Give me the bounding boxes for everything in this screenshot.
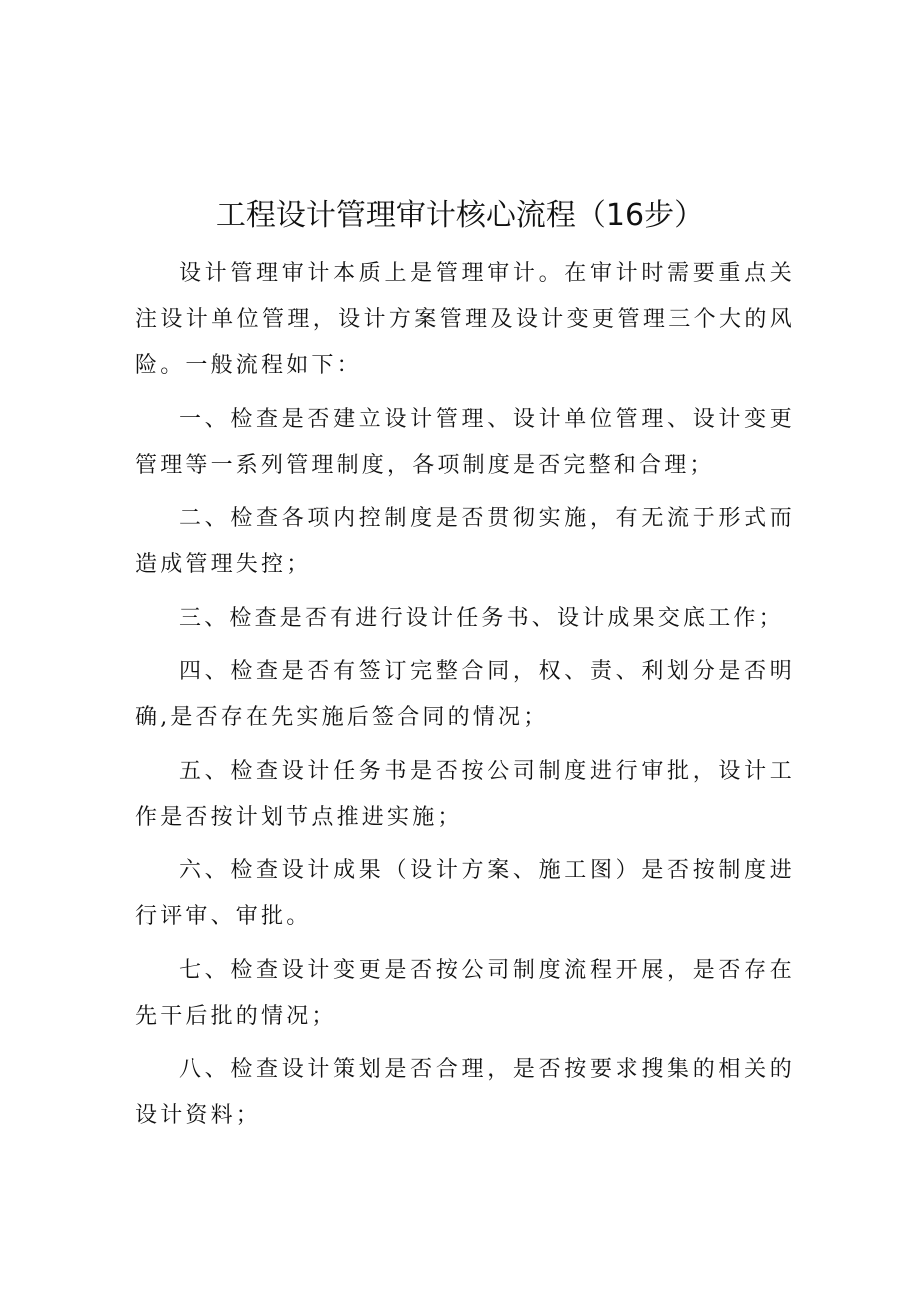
- step-paragraph-2: 二、检查各项内控制度是否贯彻实施，有无流于形式而造成管理失控；: [135, 506, 795, 577]
- step-paragraph-8: 八、检查设计策划是否合理，是否按要求搜集的相关的设计资料；: [135, 1057, 795, 1128]
- step-paragraph-4: 四、检查是否有签订完整合同，权、责、利划分是否明确,是否存在先实施后签合同的情况；: [135, 659, 795, 730]
- step-paragraph-3: 三、检查是否有进行设计任务书、设计成果交底工作；: [179, 605, 784, 631]
- step-paragraph-1: 一、检查是否建立设计管理、设计单位管理、设计变更管理等一系列管理制度，各项制度是否完整和合理；: [135, 406, 795, 478]
- document-title: 工程设计管理审计核心流程（16步）: [215, 198, 705, 233]
- step-paragraph-5: 五、检查设计任务书是否按公司制度进行审批，设计工作是否按计划节点推进实施；: [135, 758, 795, 830]
- intro-paragraph: 设计管理审计本质上是管理审计。在审计时需要重点关注设计单位管理，设计方案管理及设计变更管理三个大的风险。一般流程如下：: [135, 261, 795, 378]
- document-body: [135, 251, 795, 1147]
- step-paragraph-7: 七、检查设计变更是否按公司制度流程开展，是否存在先干后批的情况；: [135, 957, 795, 1029]
- step-paragraph-6: 六、检查设计成果（设计方案、施工图）是否按制度进行评审、审批。: [135, 858, 795, 929]
